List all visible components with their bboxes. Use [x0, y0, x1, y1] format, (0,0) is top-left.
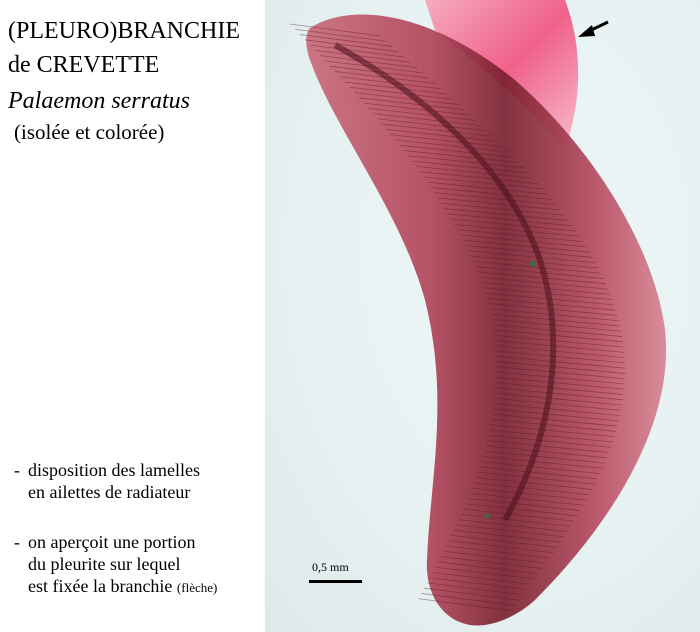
bullet-dash: - [14, 460, 20, 480]
gill-photo [265, 0, 700, 632]
bullet-line [28, 575, 217, 599]
scale-label: 0,5 mm [312, 560, 349, 574]
scale-bar [309, 580, 362, 583]
bullet-dash: - [14, 532, 20, 552]
bullet-line: en ailettes de radiateur [28, 482, 191, 502]
bullet-line: on aperçoit une portion [28, 532, 196, 552]
bullet-line: du pleurite sur lequel [28, 554, 181, 574]
arrow-note: (flèche) [176, 580, 218, 595]
title-line1: (PLEURO)BRANCHIE [8, 18, 240, 44]
gill-illustration [265, 0, 700, 632]
bullet-line-text: est fixée la branchie [28, 576, 173, 596]
prep-note: (isolée et colorée) [14, 120, 165, 144]
bullet-line: disposition des lamelles [28, 460, 200, 480]
species-name: Palaemon serratus [8, 88, 190, 114]
title-line2: de CREVETTE [8, 52, 160, 78]
arrow-icon [578, 22, 608, 37]
